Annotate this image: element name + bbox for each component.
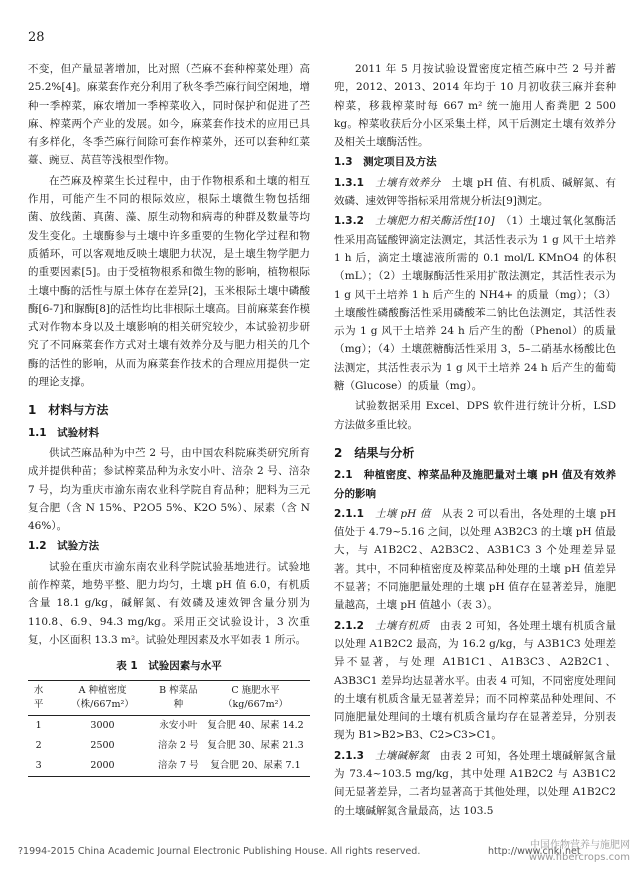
subsubsection-title: 土壤有效养分	[375, 176, 441, 189]
table-header: C 施肥水平（kg/667m²）	[223, 684, 288, 710]
table-cell: 涪杂 7 号	[158, 759, 199, 771]
table-cell: 2	[35, 739, 42, 751]
paragraph	[334, 174, 616, 211]
table-row	[28, 756, 310, 777]
subsubsection-label: 2.1.1	[334, 507, 364, 520]
paragraph	[334, 617, 616, 745]
paragraph: 2011 年 5 月按试验设置密度定植苎麻中苎 2 号并蓄兜，2012、2013、2014 年均于 10 月初收获三麻并套种榨菜，移栽榨菜时每 667 m² 统一施用人畜粪肥 2 500 kg。榨菜收获后分小区采集土样，风干后测定土壤有效养分及相关土壤酶活性。	[334, 63, 616, 149]
subsubsection-label: 2.1.2	[334, 619, 364, 632]
subsection-heading: 1.3 测定项目及方法	[334, 156, 437, 169]
copyright-notice: ?1994-2015 China Academic Journal Electronic Publishing House. All rights reserved.	[18, 846, 421, 857]
right-column	[334, 60, 616, 822]
paragraph: 在苎麻及榨菜生长过程中，由于作物根系和土壤的相互作用，可能产生不同的根际效应，根际土壤微生物包括细菌、放线菌、真菌、藻、原生动物和病毒的种群及数量等均发生变化。土壤酶参与土壤中许多重要的生物化学过程和物质循环，可以客观地反映土壤肥力状况，是土壤生物学肥力的重要因素[5]。由于受植物根系和微生物的影响，植物根际土壤中酶的活性与原土体存在差异[2]，玉米根际土壤中磷酸酶[6-7]和脲酶[8]的活性均比非根际土壤高。目前麻菜套作模式对作物本身以及土壤影响的相关研究较少，本试验初步研究了不同麻菜套作方式对土壤有效养分及与肥力相关的几个酶的活性的影响，从而为麻菜套作技术的合理应用提供一定的理论支撑。	[28, 174, 310, 389]
watermark	[520, 840, 630, 864]
paragraph: 试验数据采用 Excel、DPS 软件进行统计分析，LSD 方法做多重比较。	[334, 400, 616, 431]
subsubsection-title: 土壤 pH 值	[375, 507, 431, 520]
table-cell: 2000	[90, 759, 115, 771]
paragraph	[334, 505, 616, 615]
watermark-line: www.fibercrops.com	[528, 852, 630, 863]
footer-url[interactable]: http://www.cnki.net	[488, 846, 581, 857]
table-header: A 种植密度（株/667m²）	[71, 684, 134, 710]
subsection-heading: 1.2 试验方法	[28, 540, 100, 553]
paragraph: 试验在重庆市渝东南农业科学院试验基地进行。试验地前作榨菜，地势平整、肥力均匀，土壤 pH 值 6.0，有机质含量 18.1 g/kg，碱解氮、有效磷及速效钾含量分别为 110.8、6.9、94.3 mg/kg。采用正交试验设计，3 次重复，小区面积 13.3 m²。试验处理因素及水平如表 1 所示。	[28, 560, 310, 646]
subsubsection-label: 1.3.1	[334, 176, 364, 189]
paragraph	[334, 747, 616, 820]
left-column	[28, 60, 310, 777]
table-header-row	[28, 680, 310, 715]
table-caption: 表 1 试验因素与水平	[116, 660, 222, 673]
table-cell: 复合肥 20、尿素 7.1	[210, 759, 301, 771]
subsection-heading: 2.1 种植密度、榨菜品种及施肥量对土壤 pH 值及有效养分的影响	[334, 469, 616, 500]
paragraph-text: 土壤 pH 值、有机质、碱解氮、有效磷、速效钾等指标采用常规分析法[9]测定。	[334, 176, 617, 208]
subsubsection-label: 2.1.3	[334, 749, 364, 762]
table-row	[28, 736, 310, 756]
subsubsection-title: 土壤有机质	[375, 619, 430, 632]
table-cell: 3	[35, 759, 42, 771]
subsubsection-title: 土壤碱解氮	[375, 749, 430, 762]
table-cell: 2500	[90, 739, 115, 751]
table-cell: 复合肥 40、尿素 14.2	[207, 719, 304, 731]
table-cell: 永安小叶	[159, 719, 198, 731]
section-heading: 2 结果与分析	[334, 445, 415, 460]
table-header: 水平	[33, 684, 44, 710]
table-cell: 涪杂 2 号	[158, 739, 199, 751]
subsubsection-title: 土壤肥力相关酶活性[10]	[375, 215, 495, 228]
watermark-line: 中国作物营养与施肥网	[530, 840, 630, 851]
table-cell: 复合肥 30、尿素 21.3	[207, 739, 304, 751]
paragraph-text: 由表 2 可知，各处理土壤有机质含量以处理 A1B2C2 最高，为 16.2 g/kg，与 A3B1C3 处理差异不显著，与处理 A1B1C1、A1B3C3、A2B2C1、A3B3C1 差异均达显著水平。由表 4 可知，不同密度处理间的土壤有机质含量无显著差异；而不同榨菜品种处理间、不同施肥量处理间的土壤有机质含量均存在显著差异，分别表现为 B1>B2>B3、C2>C3>C1。	[334, 619, 617, 742]
factor-level-table	[28, 680, 310, 777]
paragraph: 供试苎麻品种为中苎 2 号，由中国农科院麻类研究所育成并提供种苗；参试榨菜品种为永安小叶、涪杂 2 号、涪杂 7 号，均为重庆市渝东南农业科学院自育品种；肥料为三元复合肥（含 N 15%、P2O5 5%、K2O 5%）、尿素（含 N 46%）。	[28, 446, 310, 533]
table-row	[28, 715, 310, 736]
paragraph-text: （1）土壤过氧化氢酶活性采用高锰酸钾滴定法测定，其活性表示为 1 g 风干土培养 1 h 后，滴定土壤滤液所需的 0.1 mol/L KMnO4 的体积（mL）；（2）土壤脲酶活性采用扩散法测定，其活性表示为 1 g 风干土培养 1 h 后产生的 NH4+ 的质量（mg）；（3）土壤酸性磷酸酶活性采用磷酸苯二钠比色法测定，其活性表示为 1 g 风干土培养 24 h 后产生的酚（Phenol）的质量（mg）；（4）土壤蔗糖酶活性采用 3，5–二硝基水杨酸比色法测定，其活性表示为 1 g 风干土培养 24 h 后产生的葡萄糖（Glucose）的质量（mg）。	[334, 215, 616, 393]
paragraph	[334, 212, 616, 395]
subsection-heading: 1.1 试验材料	[28, 426, 100, 439]
table-header: B 榨菜品种	[159, 684, 198, 710]
paragraph: 不变，但产量显著增加，比对照（苎麻不套种榨菜处理）高 25.2%[4]。麻菜套作充分利用了秋冬季苎麻行间空闲地，增种一季榨菜，麻农增加一季榨菜收入，同时保护和促进了苎麻、榨菜两个产业的发展。如今，麻菜套作技术的应用已具有多样化，冬季苎麻行间除可套作榨菜外，还可以套种红菜薹、豌豆、莴苣等浅根型作物。	[28, 63, 310, 167]
table-cell: 3000	[90, 719, 115, 731]
table-cell: 1	[35, 719, 42, 731]
page-number: 28	[28, 30, 45, 45]
paragraph-text: 从表 2 可以看出，各处理的土壤 pH 值处于 4.79~5.16 之间，以处理 A3B2C3 的土壤 pH 值最大，与 A1B2C2、A2B3C2、A3B1C3 3 个处理差异显著。其中，不同种植密度及榨菜品种处理的土壤 pH 值差异不显著；不同施肥量处理的土壤 pH 值存在显著差异，施肥量越高，土壤 pH 值越小（表 3）。	[334, 507, 617, 612]
paragraph-text: 由表 2 可知，各处理土壤碱解氮含量为 73.4~103.5 mg/kg，其中处理 A1B2C2 与 A3B1C2 间无显著差异，二者均显著高于其他处理，以处理 A1B2C2 的土壤碱解氮含量最高，达 103.5	[334, 749, 617, 817]
subsubsection-label: 1.3.2	[334, 215, 364, 228]
section-heading: 1 材料与方法	[28, 403, 109, 418]
